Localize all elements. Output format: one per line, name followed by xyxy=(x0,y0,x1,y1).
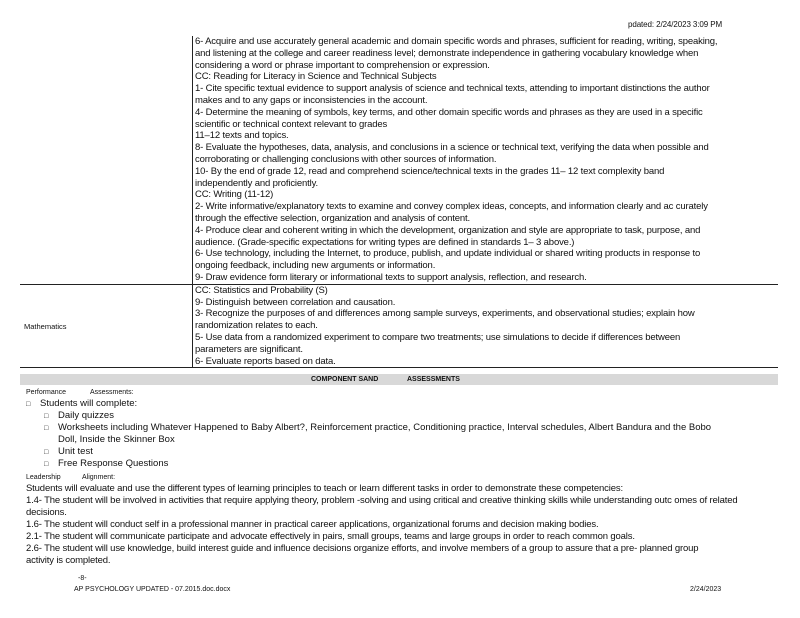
section-title-right: ASSESSMENTS xyxy=(407,376,460,383)
bullet-icon: □ xyxy=(44,461,49,468)
bullet-icon: □ xyxy=(44,449,49,456)
standard-line: independently and proficiently. xyxy=(195,177,318,189)
footer-document-name: AP PSYCHOLOGY UPDATED - 07.2015.doc.docx xyxy=(74,586,231,593)
ela-standards xyxy=(193,36,779,284)
standard-line: considering a word or phrase important to comprehension or expression. xyxy=(195,59,490,71)
standard-line: 9- Draw evidence form literary or informational texts to support analysis, reflection, and research. xyxy=(195,271,587,283)
standard-line: CC: Statistics and Probability (S) xyxy=(195,284,328,296)
list-item-continuation: Doll, Inside the Skinner Box xyxy=(58,434,175,445)
performance-label: Performance xyxy=(26,389,67,396)
page-number: -8- xyxy=(78,575,87,582)
standard-line: 5- Use data from a randomized experiment to compare two treatments; use simulations to decide if differences between xyxy=(195,331,681,343)
leadership-line: 1.6- The student will conduct self in a professional manner in practical career applications, organizational forums and decision making bodies. xyxy=(26,519,599,530)
list-item: □ Worksheets including Whatever Happened to Baby Albert?, Reinforcement practice, Conditioning practice, Interval schedules, Albert Bandura and the Bobo xyxy=(44,422,712,433)
standard-line: 4- Determine the meaning of symbols, key terms, and other domain specific words and phrases as they are used in a specific xyxy=(195,106,703,118)
ela-subject-cell xyxy=(20,36,193,284)
standard-line: 8- Evaluate the hypotheses, data, analysis, and conclusions in a science or technical text, verifying the data when possible and xyxy=(195,142,709,154)
standard-line: 11–12 texts and topics. xyxy=(195,130,289,142)
standard-line: 10- By the end of grade 12, read and comprehend science/technical texts in the grades 11– 12 text complexity band xyxy=(195,165,665,177)
leadership-line: decisions. xyxy=(26,507,67,518)
standard-line: 6- Use technology, including the Internet, to produce, publish, and update individual or shared writing products in response to xyxy=(195,248,701,260)
footer-date: 2/24/2023 xyxy=(690,586,722,593)
leadership-line: activity is completed. xyxy=(26,555,111,566)
bullet-icon: □ xyxy=(44,413,49,420)
leadership-line: Students will evaluate and use the different types of learning principles to teach or learn different tasks in order to demonstrate these competencies: xyxy=(26,483,623,494)
section-title-left: COMPONENT SAND xyxy=(311,376,379,383)
standard-line: 4- Produce clear and coherent writing in which the development, organization and style are appropriate to task, purpose, and xyxy=(195,224,701,236)
math-standards xyxy=(193,284,779,368)
bullet-icon: □ xyxy=(26,401,31,408)
alignment-label: Alignment: xyxy=(82,474,116,481)
section-header-bar xyxy=(20,374,778,385)
standard-line: makes and to any gaps or inconsistencies in the account. xyxy=(195,94,428,106)
leadership-label: Leadership xyxy=(26,474,61,481)
list-item: □ Students will complete: xyxy=(26,398,138,409)
standard-line: 2- Write informative/explanatory texts to examine and convey complex ideas, concepts, and information clearly and ac curately xyxy=(195,201,708,213)
standard-line: 1- Cite specific textual evidence to support analysis of science and technical texts, attending to important distinctions the author xyxy=(195,83,710,95)
assessments-label: Assessments: xyxy=(90,389,134,396)
standard-line: 3- Recognize the purposes of and differences among sample surveys, experiments, and observational studies; explain how xyxy=(195,308,695,320)
standard-line: 6- Acquire and use accurately general academic and domain specific words and phrases, sufficient for reading, writing, speaking, xyxy=(195,36,718,47)
bullet-icon: □ xyxy=(44,425,49,432)
ela-row xyxy=(20,36,778,284)
standard-line: 6- Evaluate reports based on data. xyxy=(195,355,336,367)
leadership-line: 1.4- The student will be involved in activities that require applying theory, problem -solving and using critical and creative thinking skills while understanding outc omes of related xyxy=(26,495,738,506)
standard-line: parameters are significant. xyxy=(195,343,303,355)
list-item: □ Daily quizzes xyxy=(44,410,114,421)
list-item: □ Unit test xyxy=(44,446,93,457)
standard-line: ongoing feedback, including new arguments or information. xyxy=(195,260,436,272)
standard-line: CC: Writing (11-12) xyxy=(195,189,274,201)
standard-line: audience. (Grade-specific expectations for writing types are defined in standards 1– 3 above.) xyxy=(195,236,575,248)
standard-line: randomization relates to each. xyxy=(195,320,318,332)
math-subject-label: Mathematics xyxy=(20,284,193,368)
standard-line: scientific or technical context relevant to grades xyxy=(195,118,388,130)
leadership-line: 2.6- The student will use knowledge, build interest guide and influence decisions organize efforts, and involve members of a group to assure that a pre- planned group xyxy=(26,543,699,554)
standard-line: CC: Reading for Literacy in Science and Technical Subjects xyxy=(195,71,437,83)
updated-timestamp: pdated: 2/24/2023 3:09 PM xyxy=(628,20,723,29)
leadership-line: 2.1- The student will communicate participate and advocate effectively in pairs, small groups, teams and large groups in order to reach common goals. xyxy=(26,531,635,542)
standards-table xyxy=(20,36,778,368)
math-row xyxy=(20,284,778,368)
standard-line: through the effective selection, organization and analysis of content. xyxy=(195,212,471,224)
standard-line: and listening at the college and career readiness level; demonstrate independence in gathering vocabulary knowledge when xyxy=(195,47,699,59)
standard-line: corroborating or challenging conclusions with other sources of information. xyxy=(195,153,497,165)
standard-line: 9- Distinguish between correlation and causation. xyxy=(195,296,396,308)
list-item: □ Free Response Questions xyxy=(44,458,169,469)
